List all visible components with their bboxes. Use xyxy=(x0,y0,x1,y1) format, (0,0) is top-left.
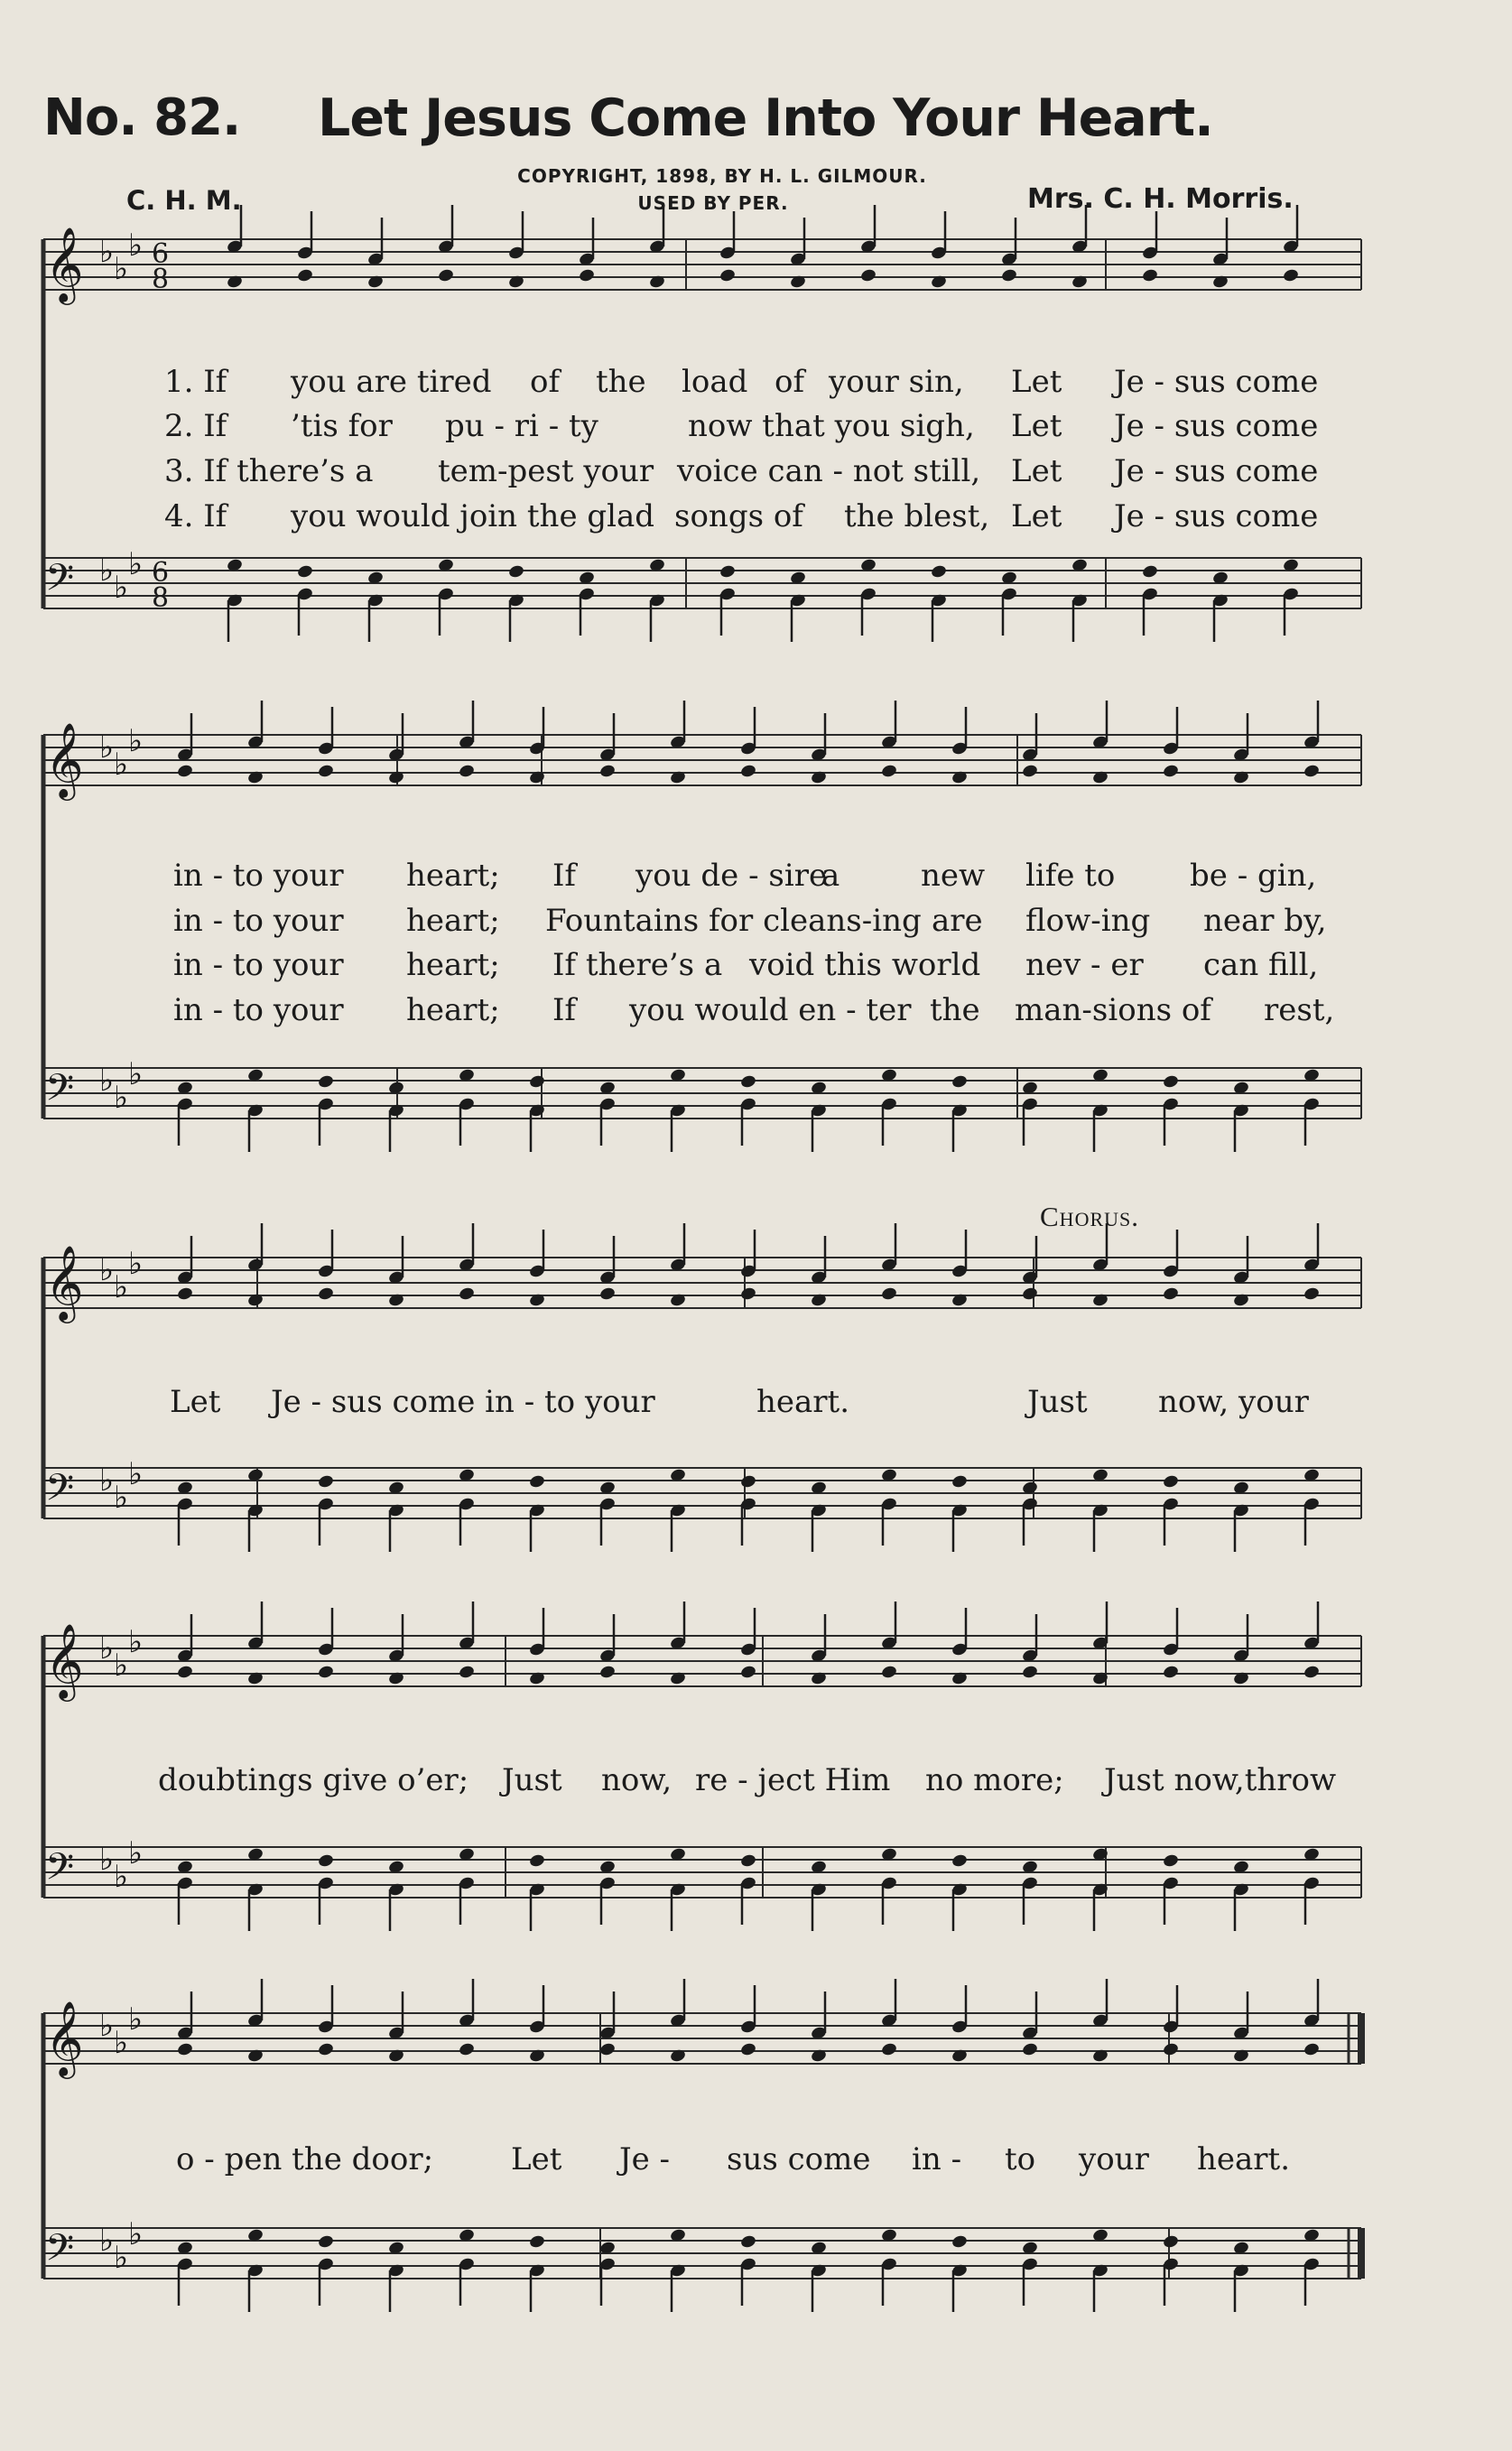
notehead xyxy=(951,2234,968,2250)
notehead xyxy=(1141,268,1158,283)
copyright-notice: COPYRIGHT, 1898, BY H. L. GILMOUR. xyxy=(517,165,927,187)
bass-clef-icon: 𝄢 xyxy=(45,1066,75,1119)
notehead xyxy=(528,1474,545,1490)
notehead xyxy=(317,764,334,779)
treble-clef-icon: 𝄞 xyxy=(45,226,84,302)
flat-icon: ♭ xyxy=(128,1835,144,1871)
treble-clef-icon: 𝄞 xyxy=(45,721,84,797)
notehead xyxy=(458,1665,475,1680)
flat-icon: ♭ xyxy=(114,1480,129,1516)
notehead xyxy=(951,1853,968,1869)
notehead xyxy=(739,2042,756,2057)
flat-icon: ♭ xyxy=(99,2008,115,2044)
notehead xyxy=(880,764,897,779)
notehead xyxy=(739,1853,756,1869)
flat-icon: ♭ xyxy=(114,2025,129,2061)
hymn-title: Let Jesus Come Into Your Heart. xyxy=(318,88,1213,148)
notehead xyxy=(1162,764,1179,779)
staff-lines xyxy=(43,239,1361,2279)
notehead xyxy=(296,268,313,283)
notehead xyxy=(598,1665,616,1680)
notehead xyxy=(739,1286,756,1302)
flat-icon: ♭ xyxy=(99,234,115,270)
flat-icon: ♭ xyxy=(99,1063,115,1099)
notehead xyxy=(296,564,313,580)
verse-1-line-2: in - to your heart; If you de - sire a new life to be - gin, xyxy=(173,858,1317,894)
composer-credit: C. H. M. xyxy=(126,185,242,216)
notehead xyxy=(739,1474,756,1490)
time-signature-icon: 6 xyxy=(152,238,170,270)
notehead xyxy=(1162,1665,1179,1680)
treble-clef-icon: 𝄞 xyxy=(45,1244,84,1320)
notehead xyxy=(951,1074,968,1090)
verse-3-line: 3. If there’s a tem-pest your voice can - not still, Let Je - sus come xyxy=(164,453,1319,489)
notehead xyxy=(176,1665,193,1680)
notehead xyxy=(598,2042,616,2057)
flat-icon: ♭ xyxy=(99,2223,115,2259)
flat-icon: ♭ xyxy=(128,723,144,759)
time-signature-icon: 6 xyxy=(152,557,170,589)
notehead xyxy=(317,1074,334,1090)
chorus-line-1: Let Je - sus come in - to your heart. Just now, your xyxy=(170,1384,1309,1420)
flat-icon: ♭ xyxy=(114,2240,129,2276)
flat-icon: ♭ xyxy=(99,552,115,589)
flat-icon: ♭ xyxy=(114,570,129,606)
notehead xyxy=(317,1286,334,1302)
notehead xyxy=(1021,1665,1038,1680)
notehead xyxy=(930,564,947,580)
bass-clef-icon: 𝄢 xyxy=(45,1845,75,1898)
notehead xyxy=(859,268,877,283)
notehead xyxy=(1303,1665,1320,1680)
notehead xyxy=(739,1665,756,1680)
notehead xyxy=(1162,1853,1179,1869)
flat-icon: ♭ xyxy=(99,1630,115,1666)
flat-icon: ♭ xyxy=(114,1269,129,1305)
notehead xyxy=(458,1286,475,1302)
notehead xyxy=(176,1286,193,1302)
flat-icon: ♭ xyxy=(99,1462,115,1499)
verse-3-line-2: in - to your heart; If there’s a void this world nev - er can fill, xyxy=(173,947,1319,983)
notehead xyxy=(458,764,475,779)
time-signature-icon: 8 xyxy=(152,582,170,614)
notehead xyxy=(1303,764,1320,779)
flat-icon: ♭ xyxy=(114,747,129,783)
notehead xyxy=(578,268,595,283)
notehead xyxy=(880,2042,897,2057)
verse-2-line-2: in - to your heart; Fountains for cleans-ing are flow-ing near by, xyxy=(173,903,1327,939)
notehead xyxy=(880,1286,897,1302)
notehead xyxy=(437,268,454,283)
flat-icon: ♭ xyxy=(114,1859,129,1895)
flat-icon: ♭ xyxy=(99,729,115,766)
chorus-label: Chorus. xyxy=(1040,1201,1139,1232)
bass-clef-icon: 𝄢 xyxy=(45,1466,75,1518)
flat-icon: ♭ xyxy=(128,2216,144,2252)
notehead xyxy=(1162,1286,1179,1302)
treble-clef-icon: 𝄞 xyxy=(45,1622,84,1698)
author-credit: Mrs. C. H. Morris. xyxy=(1027,183,1294,215)
treble-clef-icon: 𝄞 xyxy=(45,2000,84,2075)
notehead xyxy=(1021,1286,1038,1302)
notehead xyxy=(317,1474,334,1490)
verse-4-line: 4. If you would join the glad songs of the blest, Let Je - sus come xyxy=(164,498,1319,534)
bass-clef-icon: 𝄢 xyxy=(45,556,75,608)
notehead xyxy=(739,1074,756,1090)
flat-icon: ♭ xyxy=(128,1246,144,1282)
flat-icon: ♭ xyxy=(128,227,144,264)
notehead xyxy=(1021,764,1038,779)
flat-icon: ♭ xyxy=(114,251,129,287)
chorus-line-2: doubtings give o’er; Just now, re - ject Him no more; Just now,throw xyxy=(158,1762,1337,1798)
notehead xyxy=(1000,268,1017,283)
notehead xyxy=(719,564,736,580)
verse-4-line-2: in - to your heart; If you would en - ter the man-sions of rest, xyxy=(173,992,1335,1028)
notehead xyxy=(317,2234,334,2250)
flat-icon: ♭ xyxy=(128,1056,144,1092)
verse-1-line: 1. If you are tired of the load of your sin, Let Je - sus come xyxy=(164,364,1319,400)
flat-icon: ♭ xyxy=(114,1648,129,1684)
notehead xyxy=(1162,1074,1179,1090)
flat-icon: ♭ xyxy=(99,1252,115,1288)
notehead xyxy=(598,764,616,779)
permission-notice: USED BY PER. xyxy=(637,192,789,214)
notehead xyxy=(528,1853,545,1869)
notehead xyxy=(317,1853,334,1869)
notehead xyxy=(1162,2234,1179,2250)
notehead xyxy=(719,268,736,283)
time-signature-icon: 8 xyxy=(152,264,170,295)
verse-2-line: 2. If ’tis for pu - ri - ty now that you sigh, Let Je - sus come xyxy=(164,408,1319,444)
notehead xyxy=(176,2042,193,2057)
notehead xyxy=(1162,2042,1179,2057)
notehead xyxy=(176,764,193,779)
notehead xyxy=(598,1286,616,1302)
notehead xyxy=(1282,268,1299,283)
flat-icon: ♭ xyxy=(128,2001,144,2038)
notehead xyxy=(528,2234,545,2250)
notehead xyxy=(528,1074,545,1090)
notehead xyxy=(739,764,756,779)
flat-icon: ♭ xyxy=(114,1080,129,1116)
notehead xyxy=(1141,564,1158,580)
notehead xyxy=(1021,2042,1038,2057)
notehead xyxy=(1162,1474,1179,1490)
flat-icon: ♭ xyxy=(128,1456,144,1492)
notehead xyxy=(1303,1286,1320,1302)
chorus-line-3: o - pen the door; Let Je - sus come in - to your heart. xyxy=(176,2141,1291,2177)
bass-clef-icon: 𝄢 xyxy=(45,2226,75,2279)
notehead xyxy=(507,564,524,580)
notehead xyxy=(1303,2042,1320,2057)
notehead xyxy=(317,1665,334,1680)
notehead xyxy=(951,1474,968,1490)
notehead xyxy=(739,2234,756,2250)
flat-icon: ♭ xyxy=(128,1624,144,1660)
flat-icon: ♭ xyxy=(128,546,144,582)
notehead xyxy=(880,1665,897,1680)
notehead xyxy=(317,2042,334,2057)
notehead xyxy=(458,2042,475,2057)
hymn-number: No. 82. xyxy=(43,88,241,147)
flat-icon: ♭ xyxy=(99,1842,115,1878)
